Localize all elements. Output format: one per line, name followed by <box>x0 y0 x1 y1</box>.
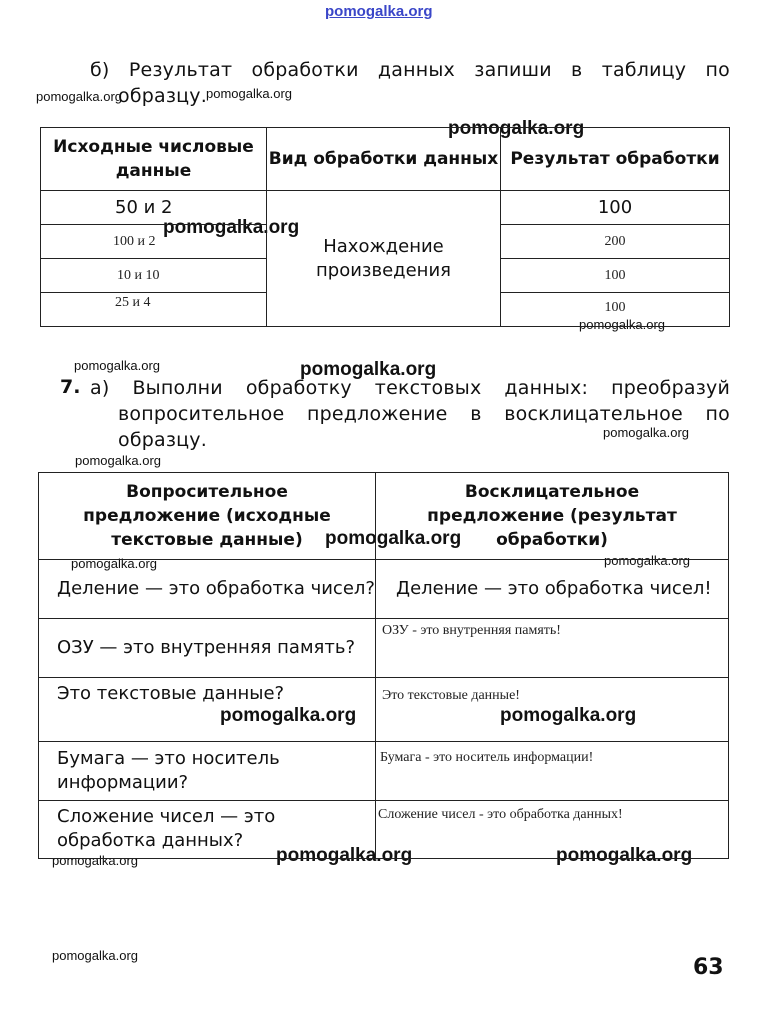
task7-line1: а) Выполни обработку текстовых данных: преобразуй <box>90 377 730 399</box>
watermark-top[interactable]: pomogalka.org <box>325 3 433 20</box>
question-cell: Это текстовые данные? <box>39 678 376 742</box>
header-question: Вопросительное предложение (исходные текстовые данные) <box>39 473 376 560</box>
header-input-data: Исходные числовые данные <box>41 128 267 191</box>
exclamation-cell: Бумага - это носитель информации! <box>376 742 729 801</box>
result-cell: 100 <box>501 259 730 293</box>
watermark: pomogalka.org <box>74 358 160 373</box>
watermark: pomogalka.org <box>36 89 122 104</box>
watermark: pomogalka.org <box>206 86 292 101</box>
result-cell: 100 <box>501 191 730 225</box>
task7-line1-wrap <box>90 376 730 401</box>
watermark: pomogalka.org <box>220 705 357 726</box>
sentence-table <box>38 472 729 859</box>
watermark: pomogalka.org <box>604 553 690 568</box>
watermark: pomogalka.org <box>71 556 157 571</box>
task7-line2: вопросительное предложение в восклицательное по <box>118 403 730 425</box>
watermark: pomogalka.org <box>75 453 161 468</box>
header-operation: Вид обработки данных <box>267 128 501 191</box>
exclamation-cell: Сложение чисел - это обработка данных! <box>376 801 729 859</box>
watermark: pomogalka.org <box>300 359 437 380</box>
watermark: pomogalka.org <box>603 425 689 440</box>
operation-cell: Нахождение произведения <box>267 191 501 327</box>
watermark: pomogalka.org <box>448 118 585 139</box>
watermark: pomogalka.org <box>276 845 413 866</box>
input-cell: 10 и 10 <box>41 259 267 293</box>
section-b-line2: образцу. <box>118 85 207 107</box>
header-result: Результат обработки <box>501 128 730 191</box>
watermark: pomogalka.org <box>325 528 462 549</box>
question-cell: Сложение чисел — это обработка данных? <box>39 801 376 859</box>
results-table <box>40 127 730 327</box>
watermark: pomogalka.org <box>500 705 637 726</box>
header-exclamation: Восклицательное предложение (результат обработки) <box>376 473 729 560</box>
question-cell: Бумага — это носитель информации? <box>39 742 376 801</box>
section-b-line1: б) Результат обработки данных запиши в таблицу по <box>90 59 730 81</box>
result-cell: 200 <box>501 225 730 259</box>
exclamation-cell: ОЗУ - это внутренняя память! <box>376 619 729 678</box>
question-cell: Деление — это обработка чисел? <box>39 560 376 619</box>
task-number: 7. <box>60 376 81 398</box>
watermark: pomogalka.org <box>52 853 138 868</box>
exclamation-cell: Деление — это обработка чисел! <box>376 560 729 619</box>
input-cell: 25 и 4 <box>41 293 267 327</box>
input-cell: 100 и 2 <box>41 225 267 259</box>
watermark: pomogalka.org <box>52 948 138 963</box>
watermark: pomogalka.org <box>556 845 693 866</box>
exclamation-cell: Это текстовые данные! <box>376 678 729 742</box>
question-cell: ОЗУ — это внутренняя память? <box>39 619 376 678</box>
watermark: pomogalka.org <box>579 317 665 332</box>
task7-line2-wrap <box>118 402 730 427</box>
section-b-text <box>90 58 730 83</box>
watermark: pomogalka.org <box>163 217 300 238</box>
page-number: 63 <box>693 955 724 980</box>
input-cell: 50 и 2 <box>41 191 267 225</box>
task7-line3: образцу. <box>118 429 207 451</box>
result-cell: 100 <box>501 293 730 327</box>
